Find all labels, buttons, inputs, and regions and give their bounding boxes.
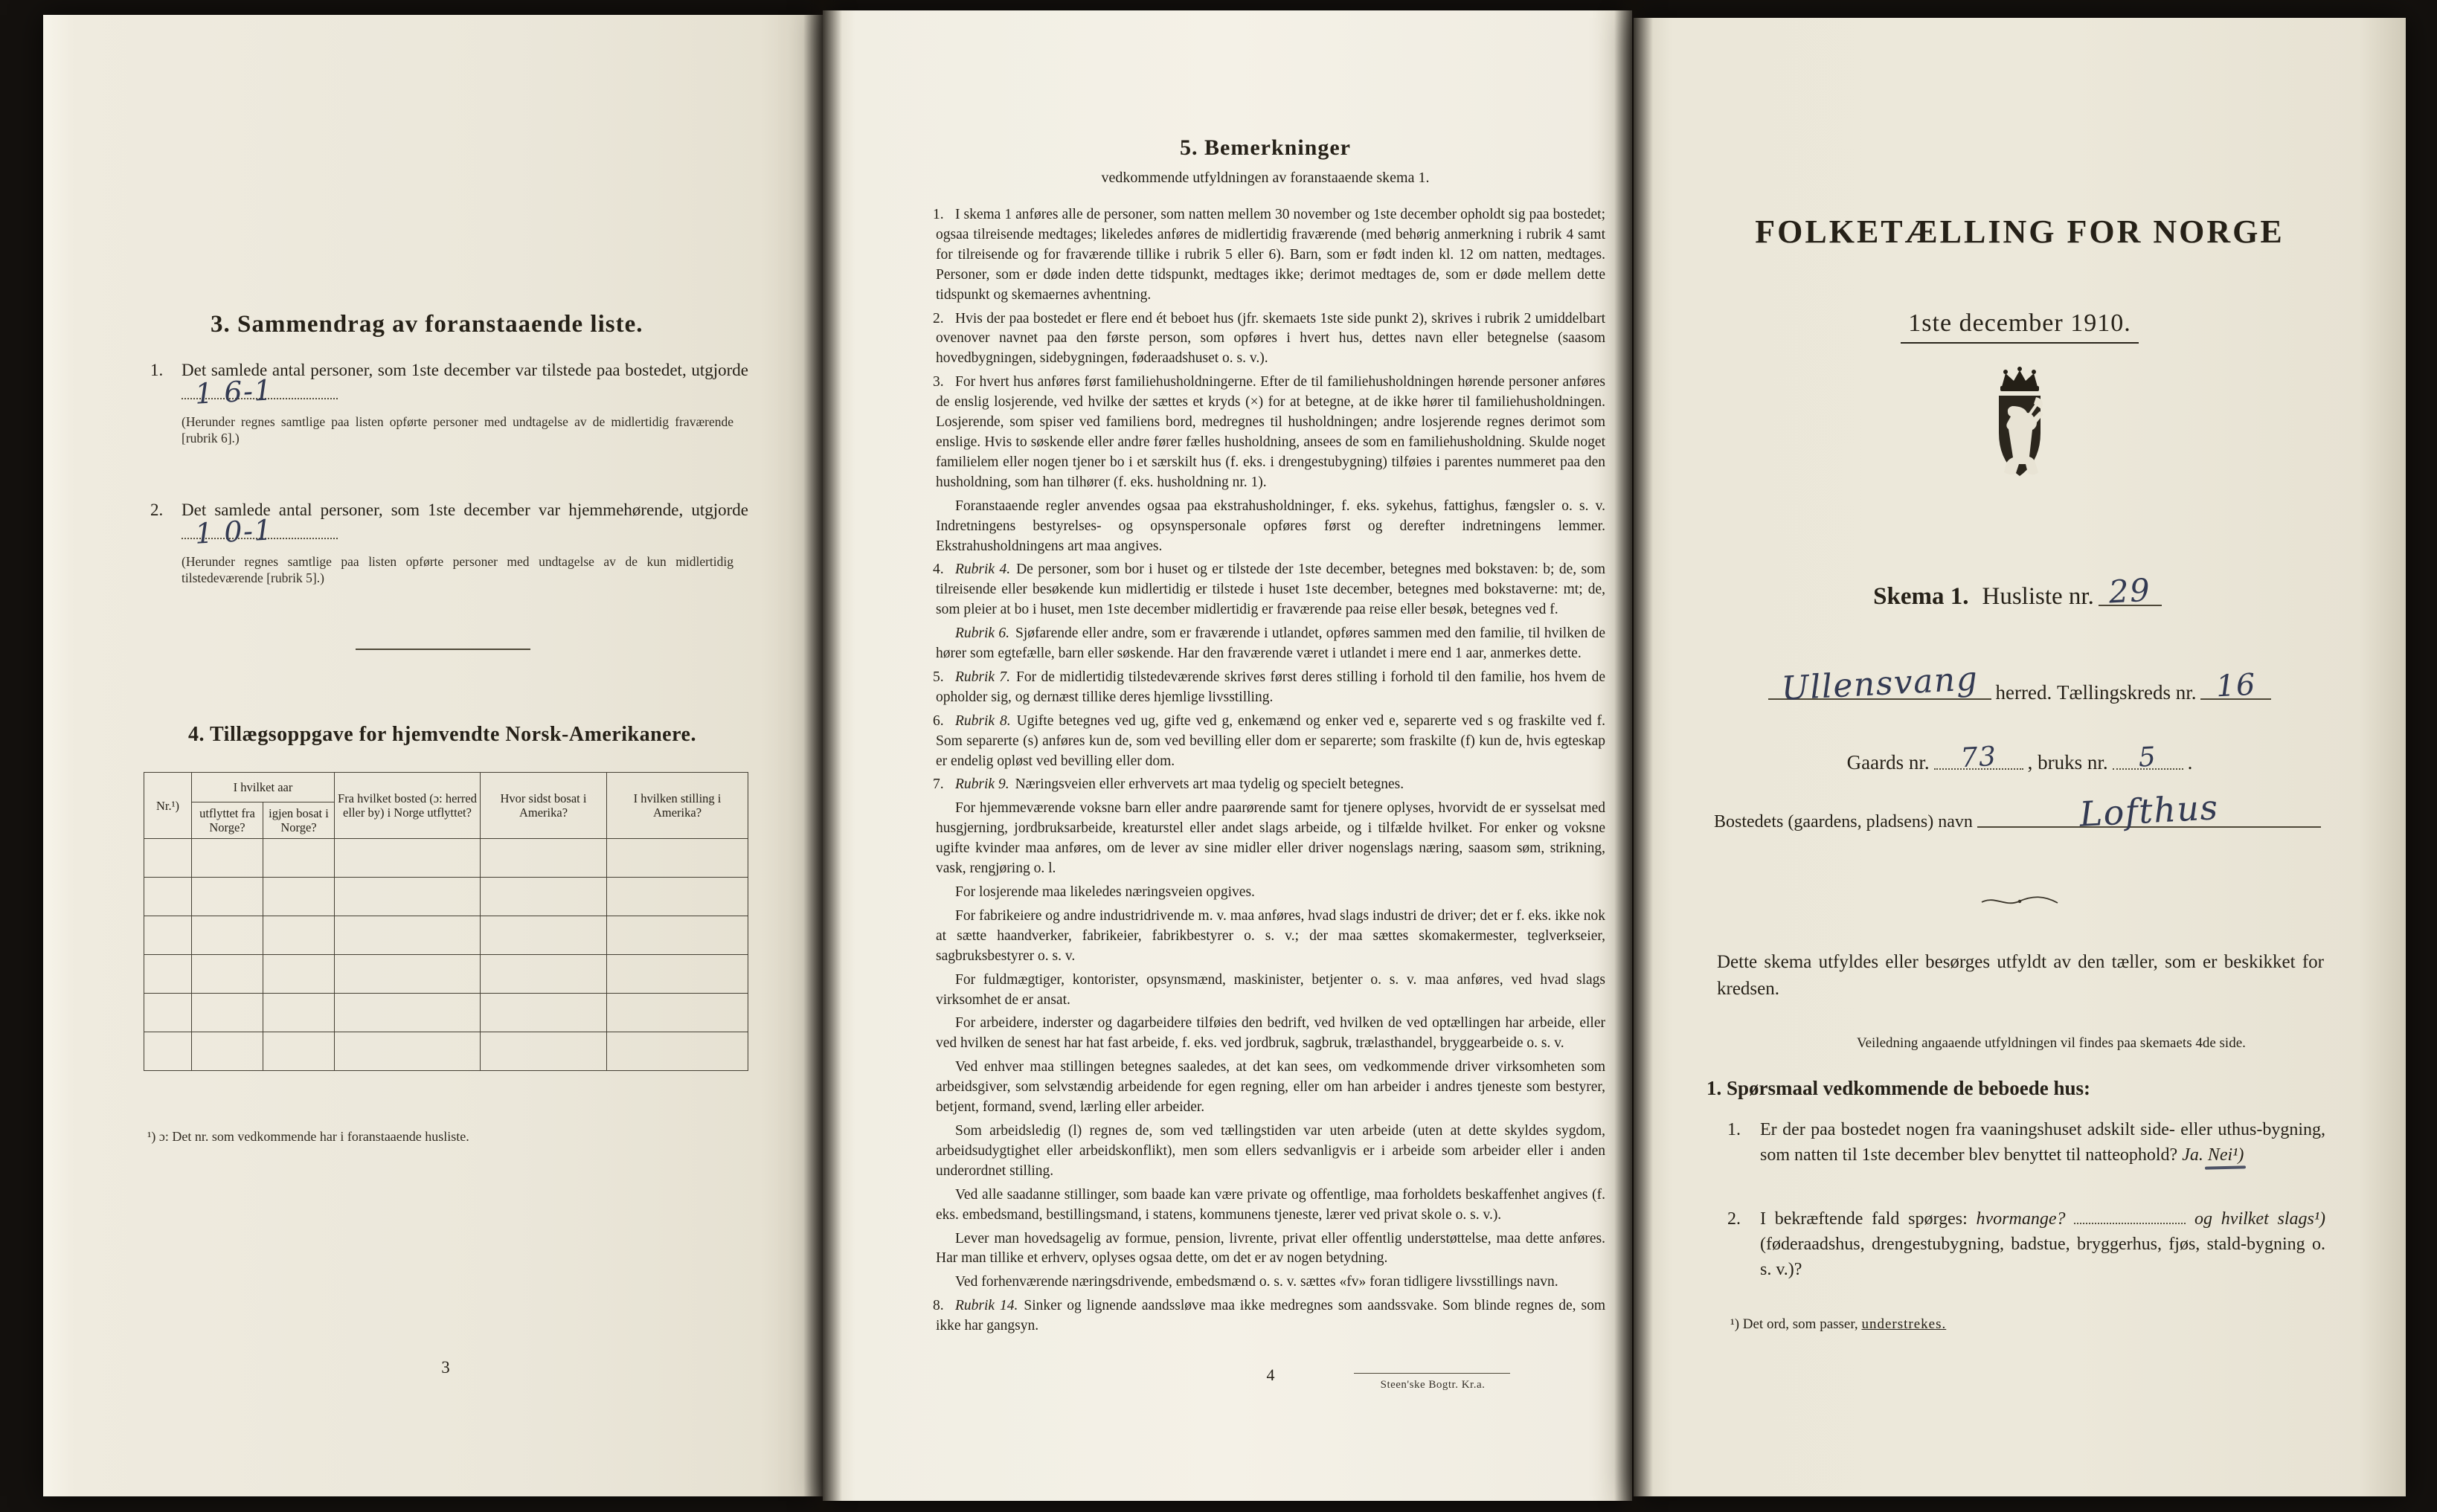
- fill-line: [182, 513, 338, 550]
- table-cell-empty: [263, 916, 335, 955]
- paragraph-text: For de midlertidig tilstedeværende skrives først deres stilling i forhold til den familie, hos hvem de opholder sig, og dernæst tillike deres hjemlige livsstilling.: [936, 669, 1605, 705]
- table-cell-empty: [335, 955, 481, 994]
- summary-item-1: [146, 358, 748, 446]
- page-number: 3: [441, 1358, 450, 1377]
- husliste-fill-line: [2099, 571, 2162, 611]
- handwritten-herred-name: Ullensvang: [1779, 660, 1980, 708]
- item-number: 1.: [150, 361, 164, 379]
- handwritten-kreds-number: 16: [2215, 667, 2258, 704]
- document-title: FOLKETÆLLING FOR NORGE: [1755, 213, 2285, 250]
- herred-line: [1634, 660, 2406, 708]
- item-note: (Herunder regnes samtlige paa listen opførte personer med undtagelse av de midlertidig fraværende [rubrik 6].): [182, 414, 733, 445]
- bosted-fill-line: [1977, 787, 2321, 834]
- col-header-amerika: Hvor sidst bosat i Amerika?: [481, 773, 607, 839]
- instruction-paragraph: [933, 668, 1605, 708]
- paragraph-number: 6.: [933, 712, 944, 729]
- instruction-paragraph: [936, 1014, 1605, 1054]
- item-text: Det samlede antal personer, som 1ste december var hjemmehørende, utgjorde: [182, 501, 748, 519]
- summary-item-2: [146, 498, 748, 586]
- table-cell-empty: [144, 916, 192, 955]
- paragraph-number: 3.: [933, 374, 944, 390]
- imprint-rule: [1354, 1373, 1510, 1374]
- handwritten-husliste-number: 29: [2107, 571, 2152, 611]
- paragraph-text: Sjøfarende eller andre, som er fraværende i utlandet, opføres sammen med den familie, til hvilken de hører som egtefælle, barn eller søskende. Har den fraværende været i utlandet i mere end 1 aar, anmerkes dette.: [936, 625, 1606, 662]
- paragraph-lead: Rubrik 9.: [955, 776, 1009, 793]
- item-text: Det samlede antal personer, som 1ste december var tilstede paa bostedet, utgjorde: [182, 361, 748, 379]
- paragraph-text: De personer, som bor i huset og er tilstede der 1ste december, betegnes med bokstaven: b; de, som tilreisende eller besøkende kun midlertidig er tilstede i huset 1ste december, betegnes med bokstaverne: mt; de, som pleier at bo i huset, men 1ste december midlertidig er fraværende paa reise eller besøk, betegnes ved f.: [936, 562, 1606, 618]
- table-cell-empty: [481, 839, 607, 878]
- bruk-label: , bruks nr.: [2027, 751, 2108, 773]
- paragraph-text: For fabrikeiere og andre industridrivende m. v. maa anføres, hvad slags industri de driver; det er f. eks. ikke nok at sætte haandverker, fabrikeier, fabrikbestyrer o. s. v.; der maa sættes skomakermester, teglverkseier, sagbruksbestyrer o. s. v.: [936, 907, 1605, 964]
- answer-ja: Ja.: [2182, 1145, 2203, 1165]
- table-cell-empty: [607, 916, 748, 955]
- page-fold-seam: [803, 0, 842, 1512]
- instruction-paragraph: [933, 309, 1605, 370]
- paragraph-text: Som arbeidsledig (l) regnes de, som ved tællingstiden var uten arbeide (uten at dette skyldes sygdom, arbeidsudygtighet eller arbeidskonflikt), men som ellers sedvanligvis er i arbeide som arbeider eller i anden underordnet stilling.: [936, 1122, 1605, 1179]
- item-number: 2.: [150, 501, 164, 519]
- col-header-utflyttet: utflyttet fra Norge?: [192, 802, 263, 839]
- paragraph-lead: Rubrik 7.: [955, 669, 1011, 685]
- paragraph-text: Ved enhver maa stillingen betegnes saaledes, at det kan sees, om vedkommende driver virksomheten som arbeidsgiver, som selvstændig arbeidende for egen regning, eller om han arbeider i andres tjeneste som bestyrer, betjent, formand, svend, lærling eller arbeider.: [936, 1059, 1605, 1116]
- norway-coat-of-arms-icon: [1975, 364, 2064, 492]
- paragraph-text: Ved forhenværende næringsdrivende, embedsmænd o. s. v. sættes «fv» foran tidligere livsstillings navn.: [955, 1274, 1558, 1290]
- table-cell-empty: [263, 955, 335, 994]
- instruction-paragraph: [933, 560, 1606, 620]
- paragraph-text: Hvis der paa bostedet er flere end ét beboet hus (jfr. skemaets 1ste side punkt 2), skrives i rubrik 2 umiddelbart ovenover navnet paa den første person, som opføres i hvert hus, dettes navn eller betegnelse (saasom hovedbygningen, sidebygningen, føderaadshuset o. s. v.).: [936, 310, 1605, 367]
- table-cell-empty: [192, 994, 263, 1032]
- table-row: [144, 955, 748, 994]
- question-text: Er der paa bostedet nogen fra vaaningshuset adskilt side- eller uthus-bygning, som natten til 1ste december blev benyttet til natteophold?: [1760, 1120, 2325, 1165]
- bemerkninger-subheading: vedkommende utfyldningen av foranstaaende skema 1.: [1101, 170, 1430, 186]
- herred-label: herred.: [1995, 681, 2052, 704]
- paragraph-lead: Rubrik 14.: [955, 1298, 1018, 1314]
- instruction-paragraph: [936, 883, 1605, 903]
- table-cell-empty: [335, 839, 481, 878]
- item-note: (Herunder regnes samtlige paa listen opførte personer med undtagelse av de kun midlertidig tilstedeværende [rubrik 5].): [182, 554, 733, 585]
- table-cell-empty: [263, 1032, 335, 1071]
- census-date: 1ste december 1910.: [1901, 309, 2138, 344]
- bruk-fill-line: [2113, 741, 2183, 773]
- paragraph-text: For fuldmægtiger, kontorister, opsynsmænd, maskinister, betjenter o. s. v. maa anføres, ved hvad slags virksomhet de er ansat.: [936, 971, 1605, 1008]
- table-row: [144, 916, 748, 955]
- middle-page: [823, 10, 1632, 1501]
- section3-heading: 3. Sammendrag av foranstaaende liste.: [211, 311, 643, 338]
- fill-line: [182, 373, 338, 411]
- instruction-paragraph: [933, 712, 1605, 772]
- paragraph-number: 1.: [933, 207, 944, 222]
- instruction-paragraph: [936, 1122, 1605, 1182]
- paragraph-text: For hjemmeværende voksne barn eller andre paarørende samt for tjenere oplyses, hvorvidt de er sysselsat med husgjerning, jordbruksarbeide, kreaturstel eller andet slags arbeide, og i tilfælde hvilket. For enker og voksne ugifte kvinder maa anføres, om de lever av sine midler eller driver nogenslags næring, saasom søm, strikning, vask, rengjøring o. l.: [936, 800, 1605, 877]
- table-cell-empty: [192, 839, 263, 878]
- table-cell-empty: [263, 878, 335, 916]
- col-header-bosted: Fra hvilket bosted (ɔ: herred eller by) i Norge utflyttet?: [335, 773, 481, 839]
- table-cell-empty: [144, 878, 192, 916]
- table-cell-empty: [192, 916, 263, 955]
- instruction-paragraph: [936, 907, 1605, 967]
- page-fold-seam: [1614, 0, 1653, 1512]
- paragraph-number: 7.: [933, 776, 944, 793]
- skema-label: Skema 1.: [1873, 583, 1969, 610]
- gaard-line: [1634, 741, 2406, 774]
- table-cell-empty: [335, 994, 481, 1032]
- instructions-body: [933, 205, 1606, 1340]
- question-number: 1.: [1727, 1120, 1741, 1139]
- handwritten-count: 1 6-1: [193, 373, 274, 411]
- table-cell-empty: [192, 878, 263, 916]
- date-row: [1634, 309, 2406, 344]
- paragraph-text: For arbeidere, inderster og dagarbeidere tilføies den bedrift, ved hvilken de ved optællingen har arbeide, eller ved hvilken de senest har hat fast arbeide, f. eks. ved jordbruk, sagbruk, trælasthandel, bryggearbeide o. s. v.: [936, 1015, 1605, 1052]
- paragraph-text: Lever man hovedsagelig av formue, pension, livrente, privat eller offentlig understøttelse, maa dette anføres. Har man tillike et erhverv, oplyses ogsaa dette, om det er av nogen betydning.: [936, 1230, 1605, 1267]
- instruction-paragraph: [936, 1186, 1605, 1226]
- table-cell-empty: [144, 955, 192, 994]
- page-footnote: [1730, 1316, 1946, 1333]
- question-text: I bekræftende fald spørges:: [1760, 1209, 1968, 1229]
- question-hvormange: hvormange?: [1976, 1209, 2066, 1229]
- table-cell-empty: [263, 839, 335, 878]
- questions-heading: 1. Spørsmaal vedkommende de beboede hus:: [1706, 1077, 2091, 1099]
- gaard-label: Gaards nr.: [1846, 751, 1930, 773]
- col-header-group-year: I hvilket aar: [192, 773, 335, 802]
- left-page: [43, 15, 823, 1496]
- kreds-fill-line: [2200, 667, 2271, 704]
- table-cell-empty: [144, 994, 192, 1032]
- paragraph-text: For hvert hus anføres først familiehusholdningerne. Efter de til familiehusholdningen hørende personer anføres de enslig losjerende, ved hvilke der sættes et kryds (×) for at betegne, at de ikke hører til familiehusholdningen. Losjerende, som spiser ved familiens bord, medregnes til husholdningen; andre losjerende regnes derimot som enslige. Hvis to søskende eller andre fører fælles husholdning, ansees de som en familiehusholdning. Skulde noget familielem eller nogen tjener bo i et særskilt hus (f. eks. i drengestubygning) tilføies i parentes nummeret paa den husholdning, som han tilhører (f. eks. husholdning nr. 1).: [936, 374, 1605, 490]
- paragraph-text: Næringsveien eller erhvervets art maa tydelig og specielt betegnes.: [1015, 776, 1404, 793]
- table-cell-empty: [192, 1032, 263, 1071]
- table-cell-empty: [263, 994, 335, 1032]
- footnote-underlined-word: understrekes.: [1861, 1316, 1947, 1332]
- table-cell-empty: [607, 955, 748, 994]
- table-cell-empty: [481, 1032, 607, 1071]
- instruction-paragraph: [936, 1229, 1605, 1270]
- herred-fill-line: [1768, 660, 1991, 708]
- footnote-text: ¹) Det ord, som passer,: [1730, 1316, 1862, 1332]
- instruction-paragraph: [933, 373, 1605, 492]
- table-cell-empty: [607, 878, 748, 916]
- instruction-paragraph: [936, 1058, 1605, 1118]
- section-divider-rule: [356, 649, 530, 650]
- handwritten-bruk-number: 5: [2137, 741, 2158, 773]
- handwritten-gaard-number: 73: [1959, 741, 1998, 774]
- right-page: [1634, 18, 2406, 1496]
- table-row: [144, 994, 748, 1032]
- col-header-stilling: I hvilken stilling i Amerika?: [607, 773, 748, 839]
- printer-imprint: Steen'ske Bogtr. Kr.a.: [1380, 1379, 1486, 1391]
- guidance-note: Veiledning angaaende utfyldningen vil findes paa skemaets 4de side.: [1857, 1035, 2246, 1051]
- question-hvilket-slags: og hvilket slags¹): [2194, 1209, 2326, 1229]
- table-row: [144, 839, 748, 878]
- kreds-label: Tællingskreds nr.: [2056, 681, 2197, 704]
- table-cell-empty: [144, 1032, 192, 1071]
- table-cell-empty: [481, 878, 607, 916]
- ornament-flourish-icon: [1979, 894, 2061, 909]
- paragraph-number: 8.: [933, 1298, 944, 1314]
- question-2: [1721, 1206, 2325, 1282]
- page-number: 4: [1266, 1365, 1275, 1384]
- paragraph-text: For losjerende maa likeledes næringsveien opgives.: [955, 884, 1255, 900]
- section4-heading: 4. Tillægsoppgave for hjemvendte Norsk-Amerikanere.: [188, 723, 696, 746]
- answer-nei-underlined: Nei¹): [2207, 1145, 2244, 1165]
- instruction-paragraph: [936, 971, 1605, 1011]
- instruction-paragraph: [936, 1273, 1605, 1293]
- handwritten-bosted-name: Lofthus: [2078, 787, 2220, 834]
- instruction-paragraph: [936, 624, 1605, 664]
- paragraph-text: Sinker og lignende aandssløve maa ikke medregnes som aandssvake. Som blinde regnes de, som ikke har gangsyn.: [936, 1298, 1605, 1334]
- paragraph-lead: Rubrik 6.: [955, 625, 1009, 642]
- table-row: [144, 878, 748, 916]
- instruction-paragraph: [933, 205, 1605, 306]
- table-cell-empty: [192, 955, 263, 994]
- paragraph-number: 2.: [933, 310, 944, 326]
- answer-fill-line: [2074, 1217, 2186, 1224]
- skema-line: [1634, 571, 2406, 611]
- table-row: [144, 1032, 748, 1071]
- table-cell-empty: [607, 839, 748, 878]
- paragraph-lead: Rubrik 4.: [955, 562, 1011, 578]
- filler-instruction: Dette skema utfyldes eller besørges utfyldt av den tæller, som er beskikket for kredsen.: [1717, 952, 2324, 999]
- paragraph-text: Ugifte betegnes ved ug, gifte ved g, enkemænd og enker ved e, separerte ved s og fraskilte ved f. Som separerte (s) anføres kun de, som ved bevilling eller dom er separerte; som fraskilte (f) kun de, hvis egteskap er endelig opløst ved bevilling eller dom.: [936, 712, 1605, 769]
- table-cell-empty: [144, 839, 192, 878]
- gaard-fill-line: [1934, 741, 2023, 774]
- question-parenthetical: (føderaadshus, drengestubygning, badstue, bryggerhus, fjøs, stald-bygning o. s. v.)?: [1760, 1235, 2325, 1279]
- question-number: 2.: [1727, 1209, 1741, 1229]
- instruction-paragraph: [936, 497, 1605, 557]
- table-cell-empty: [481, 916, 607, 955]
- paragraph-number: 4.: [933, 562, 944, 578]
- line-end: .: [2187, 751, 2193, 773]
- table-cell-empty: [335, 878, 481, 916]
- norsk-amerikanere-table: [144, 772, 748, 1071]
- table-cell-empty: [335, 1032, 481, 1071]
- table-cell-empty: [481, 994, 607, 1032]
- instruction-paragraph: [933, 775, 1605, 795]
- handwritten-count: 1 0-1: [193, 513, 274, 550]
- instruction-paragraph: [936, 799, 1605, 879]
- col-header-nr: Nr.¹): [144, 773, 192, 839]
- husliste-label: Husliste nr.: [1982, 583, 2094, 610]
- table-cell-empty: [607, 1032, 748, 1071]
- table-cell-empty: [335, 916, 481, 955]
- paragraph-text: I skema 1 anføres alle de personer, som natten mellem 30 november og 1ste december opholdt sig paa bostedet; ogsaa tilreisende medtages; likeledes anføres de midlertidig fraværende (med behørig anmerkning i rubrik 4 samt for tilreisende og for fraværende tillike i rubrik 5 eller 6). Barn, som er født inden kl. 12 om natten, medtages. Personer, som er døde inden dette tidspunkt, medtages ikke; derimot medtages de, som er døde mellem dette tidspunkt og skemaernes avhentning.: [936, 207, 1605, 303]
- paragraph-number: 5.: [933, 669, 944, 685]
- bosted-line: [1714, 787, 2325, 834]
- question-1: [1721, 1117, 2325, 1168]
- table-cell-empty: [607, 994, 748, 1032]
- paragraph-text: Ved alle saadanne stillinger, som baade kan være private og offentlige, maa forholdets beskaffenhet angives (f. eks. embedsmand, bestillingsmand, i statens, kommunens tjeneste, lærer ved privat skole o. s. v.).: [936, 1186, 1605, 1223]
- bemerkninger-heading: 5. Bemerkninger: [1180, 135, 1351, 160]
- table-footnote: ¹) ɔ: Det nr. som vedkommende har i foranstaaende husliste.: [147, 1129, 469, 1144]
- instruction-paragraph: [933, 1296, 1605, 1336]
- col-header-igjen: igjen bosat i Norge?: [263, 802, 335, 839]
- table-cell-empty: [481, 955, 607, 994]
- paragraph-text: Foranstaaende regler anvendes ogsaa paa ekstrahusholdninger, f. eks. sykehus, fattighus, fængsler o. s. v. Indretningens bestyrelses- og opsynspersonale opføres først og derefter indretningens lemmer. Ekstrahusholdningens art maa angives.: [936, 498, 1605, 554]
- paragraph-lead: Rubrik 8.: [955, 712, 1011, 729]
- bosted-label: Bostedets (gaardens, pladsens) navn: [1714, 812, 1973, 831]
